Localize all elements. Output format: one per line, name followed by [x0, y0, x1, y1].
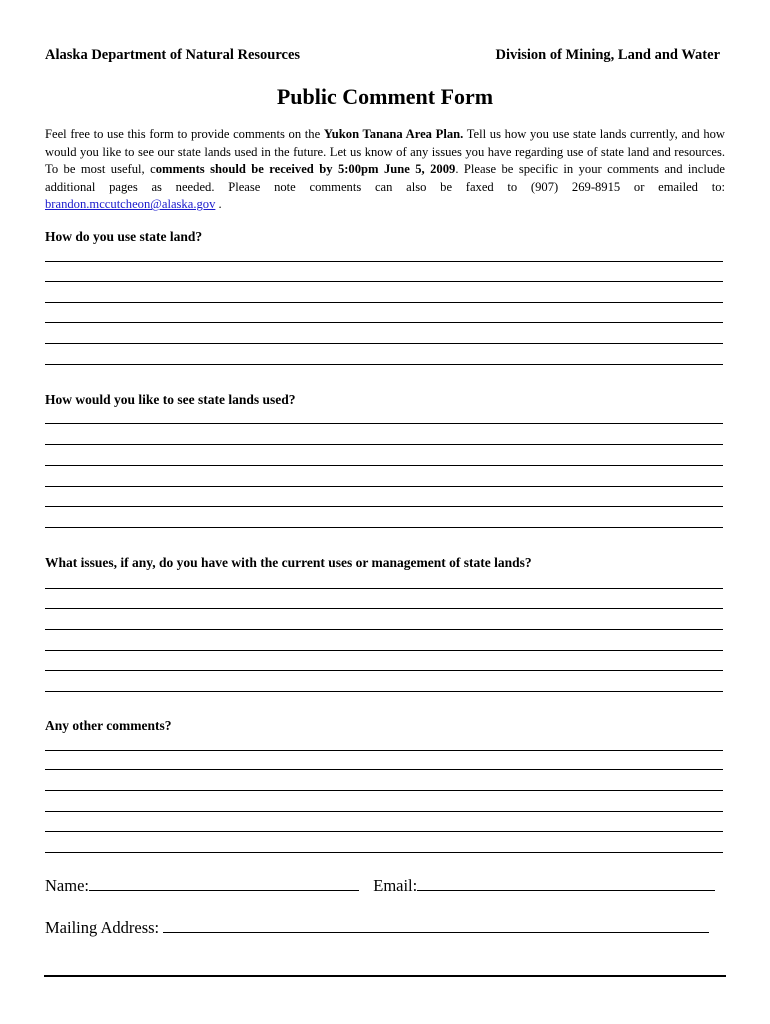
email-link[interactable]: brandon.mccutcheon@alaska.gov — [45, 197, 216, 212]
address-row — [45, 918, 709, 938]
intro-text-3: . Please be specific in your comments and include additional pages as needed. Please note comments can also be faxed to (907) 269-8915 or emailed to: — [45, 162, 725, 194]
answer-line[interactable] — [45, 444, 723, 445]
answer-line[interactable] — [45, 811, 723, 812]
name-label: Name: — [45, 876, 89, 895]
answer-line[interactable] — [45, 322, 723, 323]
answer-line[interactable] — [45, 423, 723, 424]
intro-paragraph — [45, 126, 725, 214]
department-name: Alaska Department of Natural Resources — [45, 47, 301, 63]
answer-line[interactable] — [45, 261, 723, 262]
answer-line[interactable] — [45, 364, 723, 365]
answer-line[interactable] — [45, 281, 723, 282]
answer-line[interactable] — [45, 769, 723, 770]
deadline-text: omments should be received by 5:00pm June 5, 2009 — [155, 162, 456, 177]
page-title: Public Comment Form — [276, 84, 494, 109]
answer-line[interactable] — [45, 527, 723, 528]
answer-line[interactable] — [45, 302, 723, 303]
answer-line[interactable] — [45, 486, 723, 487]
name-email-row — [45, 876, 715, 896]
answer-line[interactable] — [45, 588, 723, 589]
intro-text-2: Tell us how you use state lands currently, and how would you like to see our state lands used in the future. Let us know of any issues you have regarding use of state land and resources. To be most useful, c — [45, 127, 726, 177]
answer-line[interactable] — [45, 670, 723, 671]
mailing-address-label: Mailing Address: — [45, 918, 160, 937]
email-label: Email: — [373, 876, 418, 895]
answer-line[interactable] — [45, 343, 723, 344]
question-use-state-land: How do you use state land? — [45, 229, 203, 244]
answer-line[interactable] — [45, 650, 723, 651]
answer-line[interactable] — [45, 629, 723, 630]
email-field[interactable] — [417, 876, 715, 891]
answer-line[interactable] — [45, 465, 723, 466]
answer-line[interactable] — [45, 790, 723, 791]
division-name: Division of Mining, Land and Water — [495, 47, 720, 63]
question-issues: What issues, if any, do you have with the current uses or management of state lands? — [45, 555, 532, 570]
answer-line[interactable] — [45, 506, 723, 507]
answer-line[interactable] — [45, 608, 723, 609]
question-other-comments: Any other comments? — [45, 718, 172, 733]
mailing-address-field[interactable] — [163, 918, 709, 933]
answer-line[interactable] — [45, 750, 723, 751]
intro-text-1: Feel free to use this form to provide comments on the — [45, 127, 324, 141]
intro-text-4: . — [215, 197, 222, 212]
question-future-use: How would you like to see state lands used? — [45, 392, 296, 407]
page-header — [45, 47, 720, 67]
answer-line[interactable] — [45, 852, 723, 853]
answer-line[interactable] — [45, 691, 723, 692]
answer-line[interactable] — [45, 831, 723, 832]
name-field[interactable] — [89, 876, 359, 891]
plan-name: Yukon Tanana Area Plan. — [323, 127, 464, 141]
bottom-divider — [44, 975, 726, 977]
